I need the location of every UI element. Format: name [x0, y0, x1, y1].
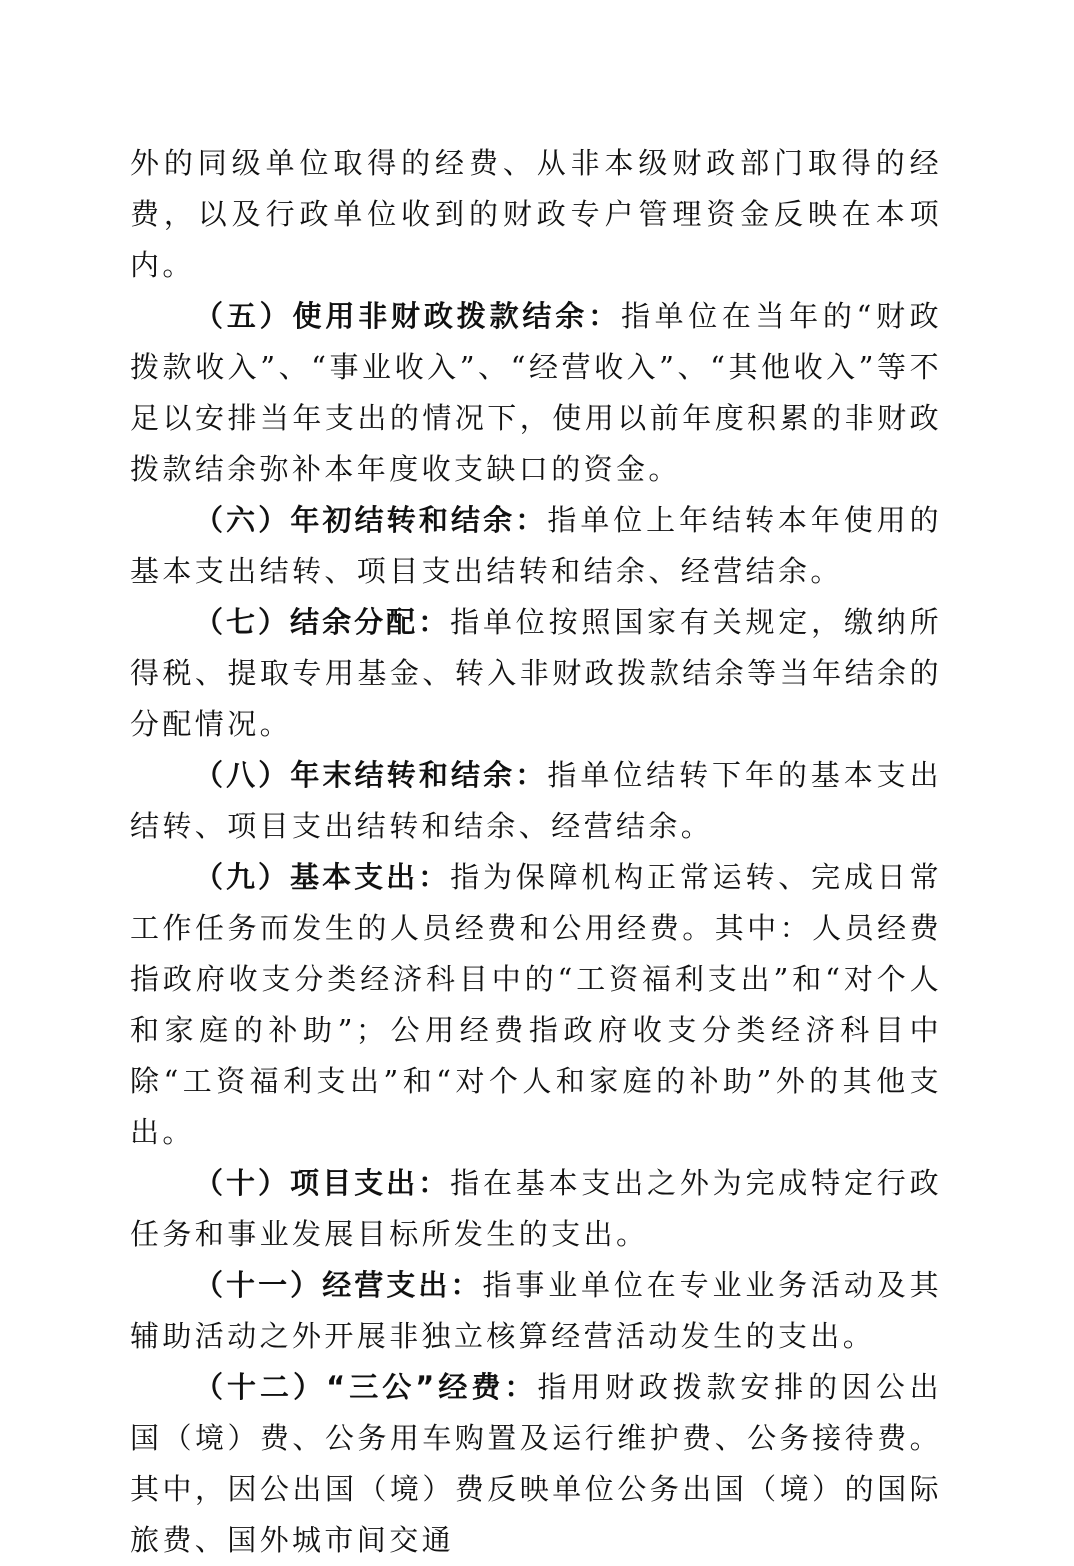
term-heading: （十一）经营支出： [194, 1268, 483, 1302]
paragraph-item-11 [130, 1260, 942, 1362]
paragraph-item-8 [130, 750, 942, 852]
paragraph-continuation [130, 138, 942, 291]
paragraph-text: 指在基本支出之外为完成特定行政任务和事业发展目标所发生的支出。 [130, 1166, 942, 1251]
term-heading: （五）使用非财政拨款结余： [194, 299, 621, 333]
paragraph-item-5 [130, 291, 942, 495]
paragraph-item-10 [130, 1158, 942, 1260]
paragraph-item-12 [130, 1362, 942, 1566]
paragraph-text: 指单位在当年的“财政拨款收入”、“事业收入”、“经营收入”、“其他收入”等不足以安排当年支出的情况下，使用以前年度积累的非财政拨款结余弥补本年度收支缺口的资金。 [130, 299, 942, 486]
term-heading: （八）年末结转和结余： [194, 758, 548, 792]
paragraph-text: 指单位结转下年的基本支出结转、项目支出结转和结余、经营结余。 [130, 758, 942, 843]
term-heading: （十）项目支出： [194, 1166, 451, 1200]
paragraph-text: 指单位按照国家有关规定，缴纳所得税、提取专用基金、转入非财政拨款结余等当年结余的分配情况。 [130, 605, 942, 741]
paragraph-text: 指事业单位在专业业务活动及其辅助活动之外开展非独立核算经营活动发生的支出。 [130, 1268, 943, 1353]
paragraph-item-6 [130, 495, 942, 597]
term-heading: （七）结余分配： [194, 605, 451, 639]
term-heading: （十二）“三公”经费： [194, 1370, 538, 1404]
paragraph-item-9 [130, 852, 942, 1158]
paragraph-text: 指单位上年结转本年使用的基本支出结转、项目支出结转和结余、经营结余。 [130, 503, 942, 588]
paragraph-text: 指为保障机构正常运转、完成日常工作任务而发生的人员经费和公用经费。其中：人员经费指政府收支分类经济科目中的“工资福利支出”和“对个人和家庭的补助”；公用经费指政府收支分类经济科目中除“工资福利支出”和“对个人和家庭的补助”外的其他支出。 [130, 860, 942, 1149]
paragraph-text: 指用财政拨款安排的因公出国（境）费、公务用车购置及运行维护费、公务接待费。其中，因公出国（境）费反映单位公务出国（境）的国际旅费、国外城市间交通 [130, 1370, 942, 1557]
term-heading: （六）年初结转和结余： [194, 503, 548, 537]
term-heading: （九）基本支出： [194, 860, 451, 894]
paragraph-text: 外的同级单位取得的经费、从非本级财政部门取得的经费，以及行政单位收到的财政专户管理资金反映在本项内。 [130, 146, 942, 282]
paragraph-item-7 [130, 597, 942, 750]
document-body [130, 138, 942, 1566]
